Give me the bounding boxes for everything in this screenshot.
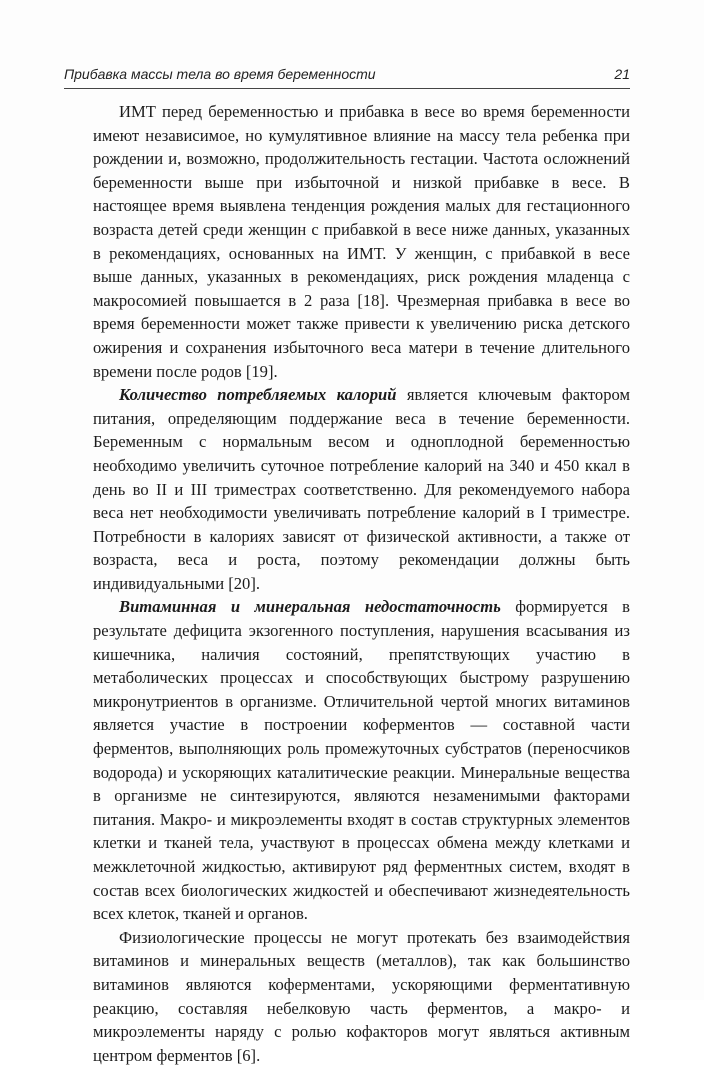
paragraph-3-lead: Витаминная и минеральная недостаточность xyxy=(119,597,501,617)
page-number: 21 xyxy=(614,66,630,82)
running-header xyxy=(64,66,630,88)
running-title: Прибавка массы тела во время беременности xyxy=(64,66,376,82)
paragraph-1 xyxy=(93,100,630,383)
header-rule xyxy=(64,88,630,89)
paragraph-2-lead: Количество потребляемых калорий xyxy=(119,385,397,405)
paragraph-3-text: формируется в результате дефицита экзогенного поступления, нарушения всасывания из кишечника, наличия состояний, препятствующих участию в метаболических процессах и способствующих быстрому разрушению микронутриентов в организме. Отличительной чертой многих витаминов является участие в построении коферментов — составной части ферментов, выполняющих роль промежуточных субстратов (переносчиков водорода) и ускоряющих каталитические реакции. Минеральные вещества в организме не синтезируются, являются незаменимыми факторами питания. Макро- и микроэлементы входят в состав структурных элементов клетки и тканей тела, участвуют в процессах обмена между клетками и межклеточной жидкостью, активируют ряд ферментных систем, входят в состав всех биологических жидкостей и обеспечивают жизнедеятельность всех клеток, тканей и органов. xyxy=(93,597,630,924)
paragraph-3 xyxy=(93,595,630,925)
paragraph-2-text: является ключевым фактором питания, определяющим поддержание веса в течение беременности. Беременным с нормальным весом и одноплодной беременностью необходимо увеличить суточное потребление калорий на 340 и 450 ккал в день во II и III триместрах соответственно. Для рекомендуемого набора веса нет необходимости увеличивать потребление калорий в I триместре. Потребности в калориях зависят от физической активности, а также от возраста, веса и роста, поэтому рекомендации должны быть индивидуальными [20]. xyxy=(93,385,631,593)
paragraph-2 xyxy=(93,383,630,595)
paragraph-1-text: ИМТ перед беременностью и прибавка в весе во время беременности имеют независимое, но кумулятивное влияние на массу тела ребенка при рождении и, возможно, продолжительность гестации. Частота осложнений беременности выше при избыточной и низкой прибавке в весе. В настоящее время выявлена тенденция рождения малых для гестационного возраста детей среди женщин с прибавкой в весе ниже данных, указанных в рекомендациях, основанных на ИМТ. У женщин, с прибавкой в весе выше данных, указанных в рекомендациях, риск рождения младенца с макросомией повышается в 2 раза [18]. Чрезмерная прибавка в весе во время беременности может также привести к увеличению риска детского ожирения и сохранения избыточного веса матери в течение длительного времени после родов [19]. xyxy=(93,102,630,381)
paragraph-4-text: Физиологические процессы не могут протекать без взаимодействия витаминов и минеральных веществ (металлов), так как большинство витаминов являются коферментами, ускоряющими ферментативную реакцию, составляя небелковую часть ферментов, а макро- и микроэлементы наряду с ролью кофакторов могут являться активным центром ферментов [6]. xyxy=(93,927,630,1065)
paragraph-4 xyxy=(93,926,630,1067)
body-text xyxy=(93,100,630,1067)
